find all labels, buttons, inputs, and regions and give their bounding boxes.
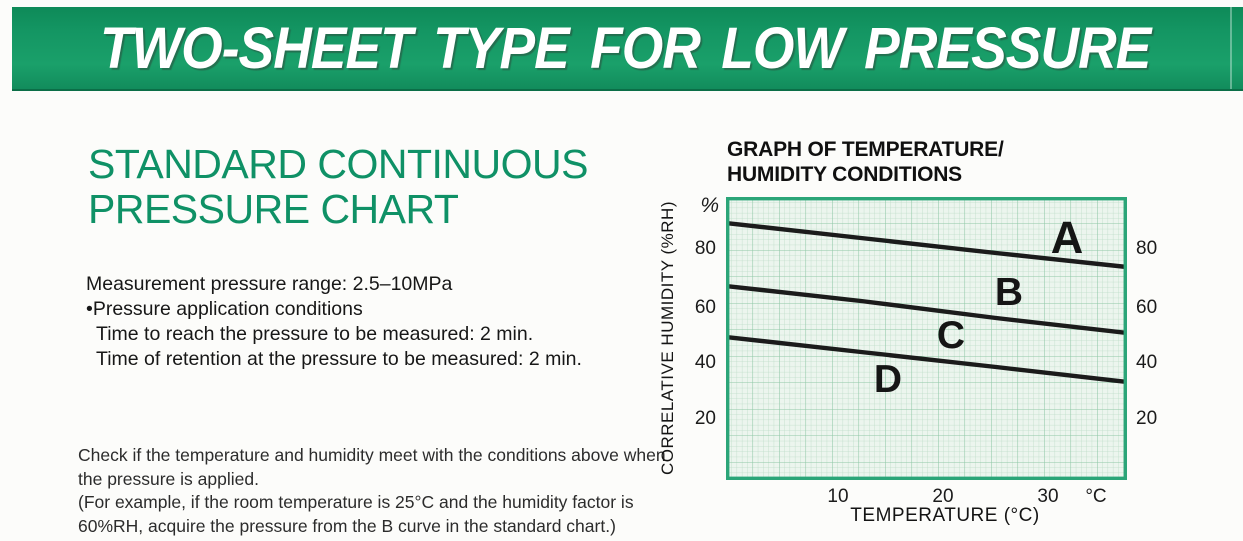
y-tick-right-20: 20 xyxy=(1136,408,1158,429)
usage-note-line1: Check if the temperature and humidity meet with the conditions above when xyxy=(78,445,666,465)
y-tick-right-60: 60 xyxy=(1136,297,1158,318)
header-banner xyxy=(12,7,1243,91)
spec-application-conditions: •Pressure application conditions xyxy=(86,298,363,320)
paper-fold-line xyxy=(1230,7,1232,89)
spec-time-to-reach: Time to reach the pressure to be measured: 2 min. xyxy=(96,323,534,345)
y-axis-title: CORRELATIVE HUMIDITY (%RH) xyxy=(658,200,677,476)
section-heading xyxy=(88,142,588,232)
spec-measurement-range: Measurement pressure range: 2.5–10MPa xyxy=(86,273,453,295)
chart-title xyxy=(727,137,1004,187)
usage-note-line4: 60%RH, acquire the pressure from the B curve in the standard chart.) xyxy=(78,515,616,536)
zone-label-c: C xyxy=(936,314,966,357)
pressure-specs xyxy=(86,272,582,372)
x-axis-unit: °C xyxy=(1085,486,1107,507)
section-heading-line2: PRESSURE CHART xyxy=(88,186,459,232)
chart-title-line2: HUMIDITY CONDITIONS xyxy=(727,163,962,186)
usage-note xyxy=(78,444,666,538)
page-banner-title: TWO-SHEET TYPE FOR LOW PRESSURE xyxy=(100,15,1151,81)
y-tick-right-40: 40 xyxy=(1136,352,1158,373)
section-heading-line1: STANDARD CONTINUOUS xyxy=(88,141,588,187)
y-tick-left-80: 80 xyxy=(694,238,716,259)
zone-label-d: D xyxy=(873,358,903,401)
usage-note-line3: (For example, if the room temperature is 25°C and the humidity factor is xyxy=(78,492,634,512)
x-tick-10: 10 xyxy=(827,486,849,507)
y-tick-left-40: 40 xyxy=(694,352,716,373)
spec-time-of-retention: Time of retention at the pressure to be measured: 2 min. xyxy=(96,348,582,370)
usage-note-line2: the pressure is applied. xyxy=(78,468,259,489)
zone-label-a: A xyxy=(1050,212,1084,263)
x-tick-20: 20 xyxy=(932,486,954,507)
y-tick-left-20: 20 xyxy=(694,408,716,429)
humidity-chart xyxy=(726,197,1127,480)
humidity-chart-svg xyxy=(726,197,1127,480)
percent-axis-unit: % xyxy=(700,194,719,217)
x-axis-title: TEMPERATURE (°C) xyxy=(850,505,1040,526)
y-tick-right-80: 80 xyxy=(1136,238,1158,259)
x-tick-30: 30 xyxy=(1037,486,1059,507)
chart-title-line1: GRAPH OF TEMPERATURE/ xyxy=(727,138,1004,161)
zone-label-b: B xyxy=(994,271,1024,314)
y-tick-left-60: 60 xyxy=(694,297,716,318)
